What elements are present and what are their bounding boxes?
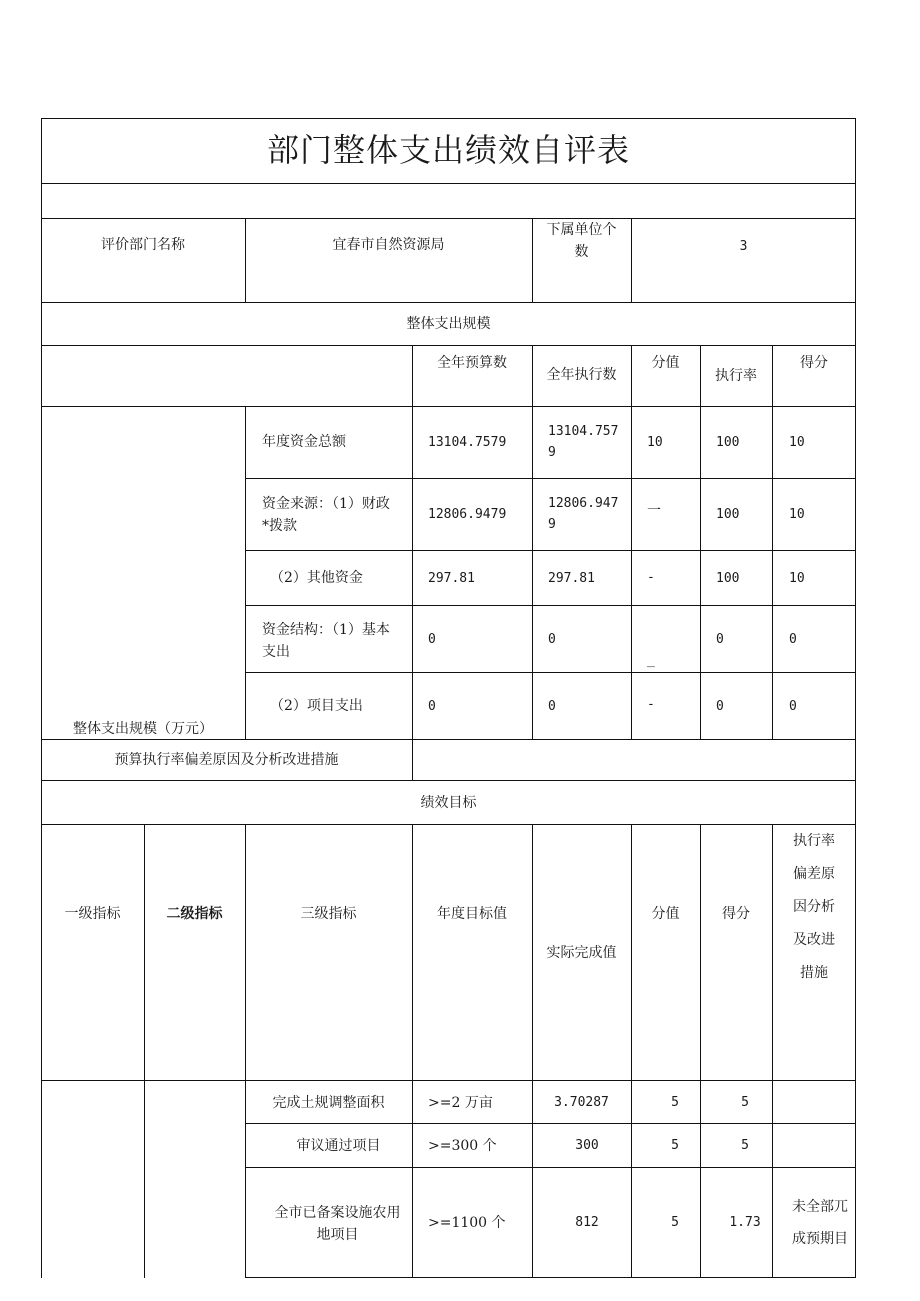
hline — [41, 218, 856, 219]
points-value: _ — [647, 653, 655, 668]
exec-value-wrap: 9 — [548, 445, 556, 460]
col-level1-header: 一级指标 — [64, 906, 121, 922]
points-value: 5 — [671, 1138, 679, 1153]
vline — [772, 406, 773, 739]
col-reason-header: 及改进 — [793, 932, 835, 948]
hline — [41, 345, 856, 346]
col-points-header: 分值 — [651, 906, 680, 922]
scale-row-label-wrap: 支出 — [262, 644, 290, 660]
level3-indicator: 审议通过项目 — [296, 1138, 381, 1154]
col-target-header: 年度目标值 — [437, 906, 507, 922]
scale-row-label-wrap: *拨款 — [262, 518, 297, 534]
col-budget-header: 全年预算数 — [437, 355, 507, 371]
budget-value: 297.81 — [428, 571, 475, 586]
exec-value: 13104.757 — [548, 424, 619, 439]
target-value: >=2 万亩 — [428, 1095, 493, 1111]
deviation-label: 预算执行率偏差原因及分析改进措施 — [114, 752, 339, 768]
col-actual-header: 实际完成值 — [546, 945, 617, 961]
actual-value: 300 — [575, 1138, 599, 1153]
score-value: 0 — [789, 699, 797, 714]
budget-value: 12806.9479 — [428, 507, 507, 522]
rate-value: 0 — [716, 699, 724, 714]
points-value: 5 — [671, 1095, 679, 1110]
actual-value: 3.70287 — [554, 1095, 609, 1110]
col-level3-header: 三级指标 — [300, 906, 357, 922]
score-value: 1.73 — [729, 1215, 761, 1230]
col-exec-header: 全年执行数 — [546, 367, 617, 383]
col-reason-header: 偏差原 — [793, 866, 835, 882]
score-value: 5 — [741, 1095, 749, 1110]
vline — [631, 218, 632, 302]
vline — [532, 824, 533, 1278]
reason-value-wrap: 成预期目 — [792, 1231, 848, 1247]
hline — [41, 183, 856, 184]
goals-section-title: 绩效目标 — [420, 795, 477, 811]
hline — [245, 1167, 856, 1168]
reason-value: 未全部兀 — [792, 1199, 848, 1215]
hline — [41, 406, 856, 407]
exec-value: 12806.947 — [548, 496, 619, 511]
scale-row-label: 资金来源：（1）财政 — [262, 496, 390, 512]
sub-units-value: 3 — [739, 239, 748, 254]
vline — [700, 824, 701, 1278]
exec-value: 0 — [548, 632, 556, 647]
col-points-header: 分值 — [651, 355, 680, 371]
hline — [41, 824, 856, 825]
exec-value-wrap: 9 — [548, 517, 556, 532]
col-reason-header: 措施 — [800, 965, 828, 981]
budget-value: 13104.7579 — [428, 435, 507, 450]
hline — [245, 1123, 856, 1124]
hline — [245, 605, 856, 606]
points-value: 5 — [671, 1215, 679, 1230]
scale-section-title: 整体支出规模 — [406, 316, 491, 332]
hline — [245, 672, 856, 673]
points-value: 10 — [647, 435, 663, 450]
vline — [245, 406, 246, 739]
scale-row-label: （2）其他资金 — [270, 570, 363, 586]
target-value: >=1100 个 — [428, 1215, 506, 1231]
vline — [412, 406, 413, 739]
score-value: 10 — [789, 435, 805, 450]
actual-value: 812 — [575, 1215, 599, 1230]
score-value: 5 — [741, 1138, 749, 1153]
col-score-header: 得分 — [722, 906, 750, 922]
rate-value: 0 — [716, 632, 724, 647]
sub-units-label-line2: 数 — [574, 244, 589, 260]
score-value: 10 — [789, 571, 805, 586]
rate-value: 100 — [716, 435, 740, 450]
hline — [41, 780, 856, 781]
col-reason-header: 因分析 — [793, 899, 835, 915]
dept-name-label: 评价部门名称 — [101, 237, 185, 253]
hline — [245, 478, 856, 479]
exec-value: 0 — [548, 699, 556, 714]
budget-value: 0 — [428, 699, 436, 714]
hline — [245, 550, 856, 551]
dept-name-value: 宜春市自然资源局 — [332, 237, 445, 253]
level3-indicator-wrap: 地项目 — [316, 1227, 359, 1243]
target-value: >=300 个 — [428, 1138, 497, 1154]
scale-row-label: 资金结构：（1）基本 — [262, 622, 390, 638]
exec-value: 297.81 — [548, 571, 595, 586]
level3-indicator: 全市已备案设施农用 — [274, 1205, 401, 1221]
sub-units-label-line1: 下属单位个 — [546, 222, 617, 238]
col-reason-header: 执行率 — [793, 833, 835, 849]
points-value: - — [647, 697, 655, 712]
vline — [700, 406, 701, 739]
scale-row-label: 年度资金总额 — [262, 434, 346, 450]
budget-value: 0 — [428, 632, 436, 647]
vline — [412, 739, 413, 780]
score-value: 0 — [789, 632, 797, 647]
page-title: 部门整体支出绩效自评表 — [266, 131, 630, 169]
col-score-header: 得分 — [800, 355, 828, 371]
col-rate-header: 执行率 — [715, 368, 757, 384]
vline — [631, 406, 632, 739]
points-value: - — [647, 570, 655, 585]
hline — [41, 302, 856, 303]
scale-row-label: （2）项目支出 — [270, 698, 363, 714]
col-level2-header: 二级指标 — [166, 906, 223, 922]
vline — [144, 824, 145, 1278]
vline — [532, 406, 533, 739]
vline — [631, 824, 632, 1278]
scale-row-label: 整体支出规模（万元） — [73, 721, 213, 737]
rate-value: 100 — [716, 571, 740, 586]
level3-indicator: 完成土规调整面积 — [272, 1095, 385, 1111]
points-value: 一 — [647, 503, 661, 519]
rate-value: 100 — [716, 507, 740, 522]
hline — [41, 1080, 856, 1081]
vline — [245, 218, 246, 302]
score-value: 10 — [789, 507, 805, 522]
hline — [245, 1277, 856, 1278]
